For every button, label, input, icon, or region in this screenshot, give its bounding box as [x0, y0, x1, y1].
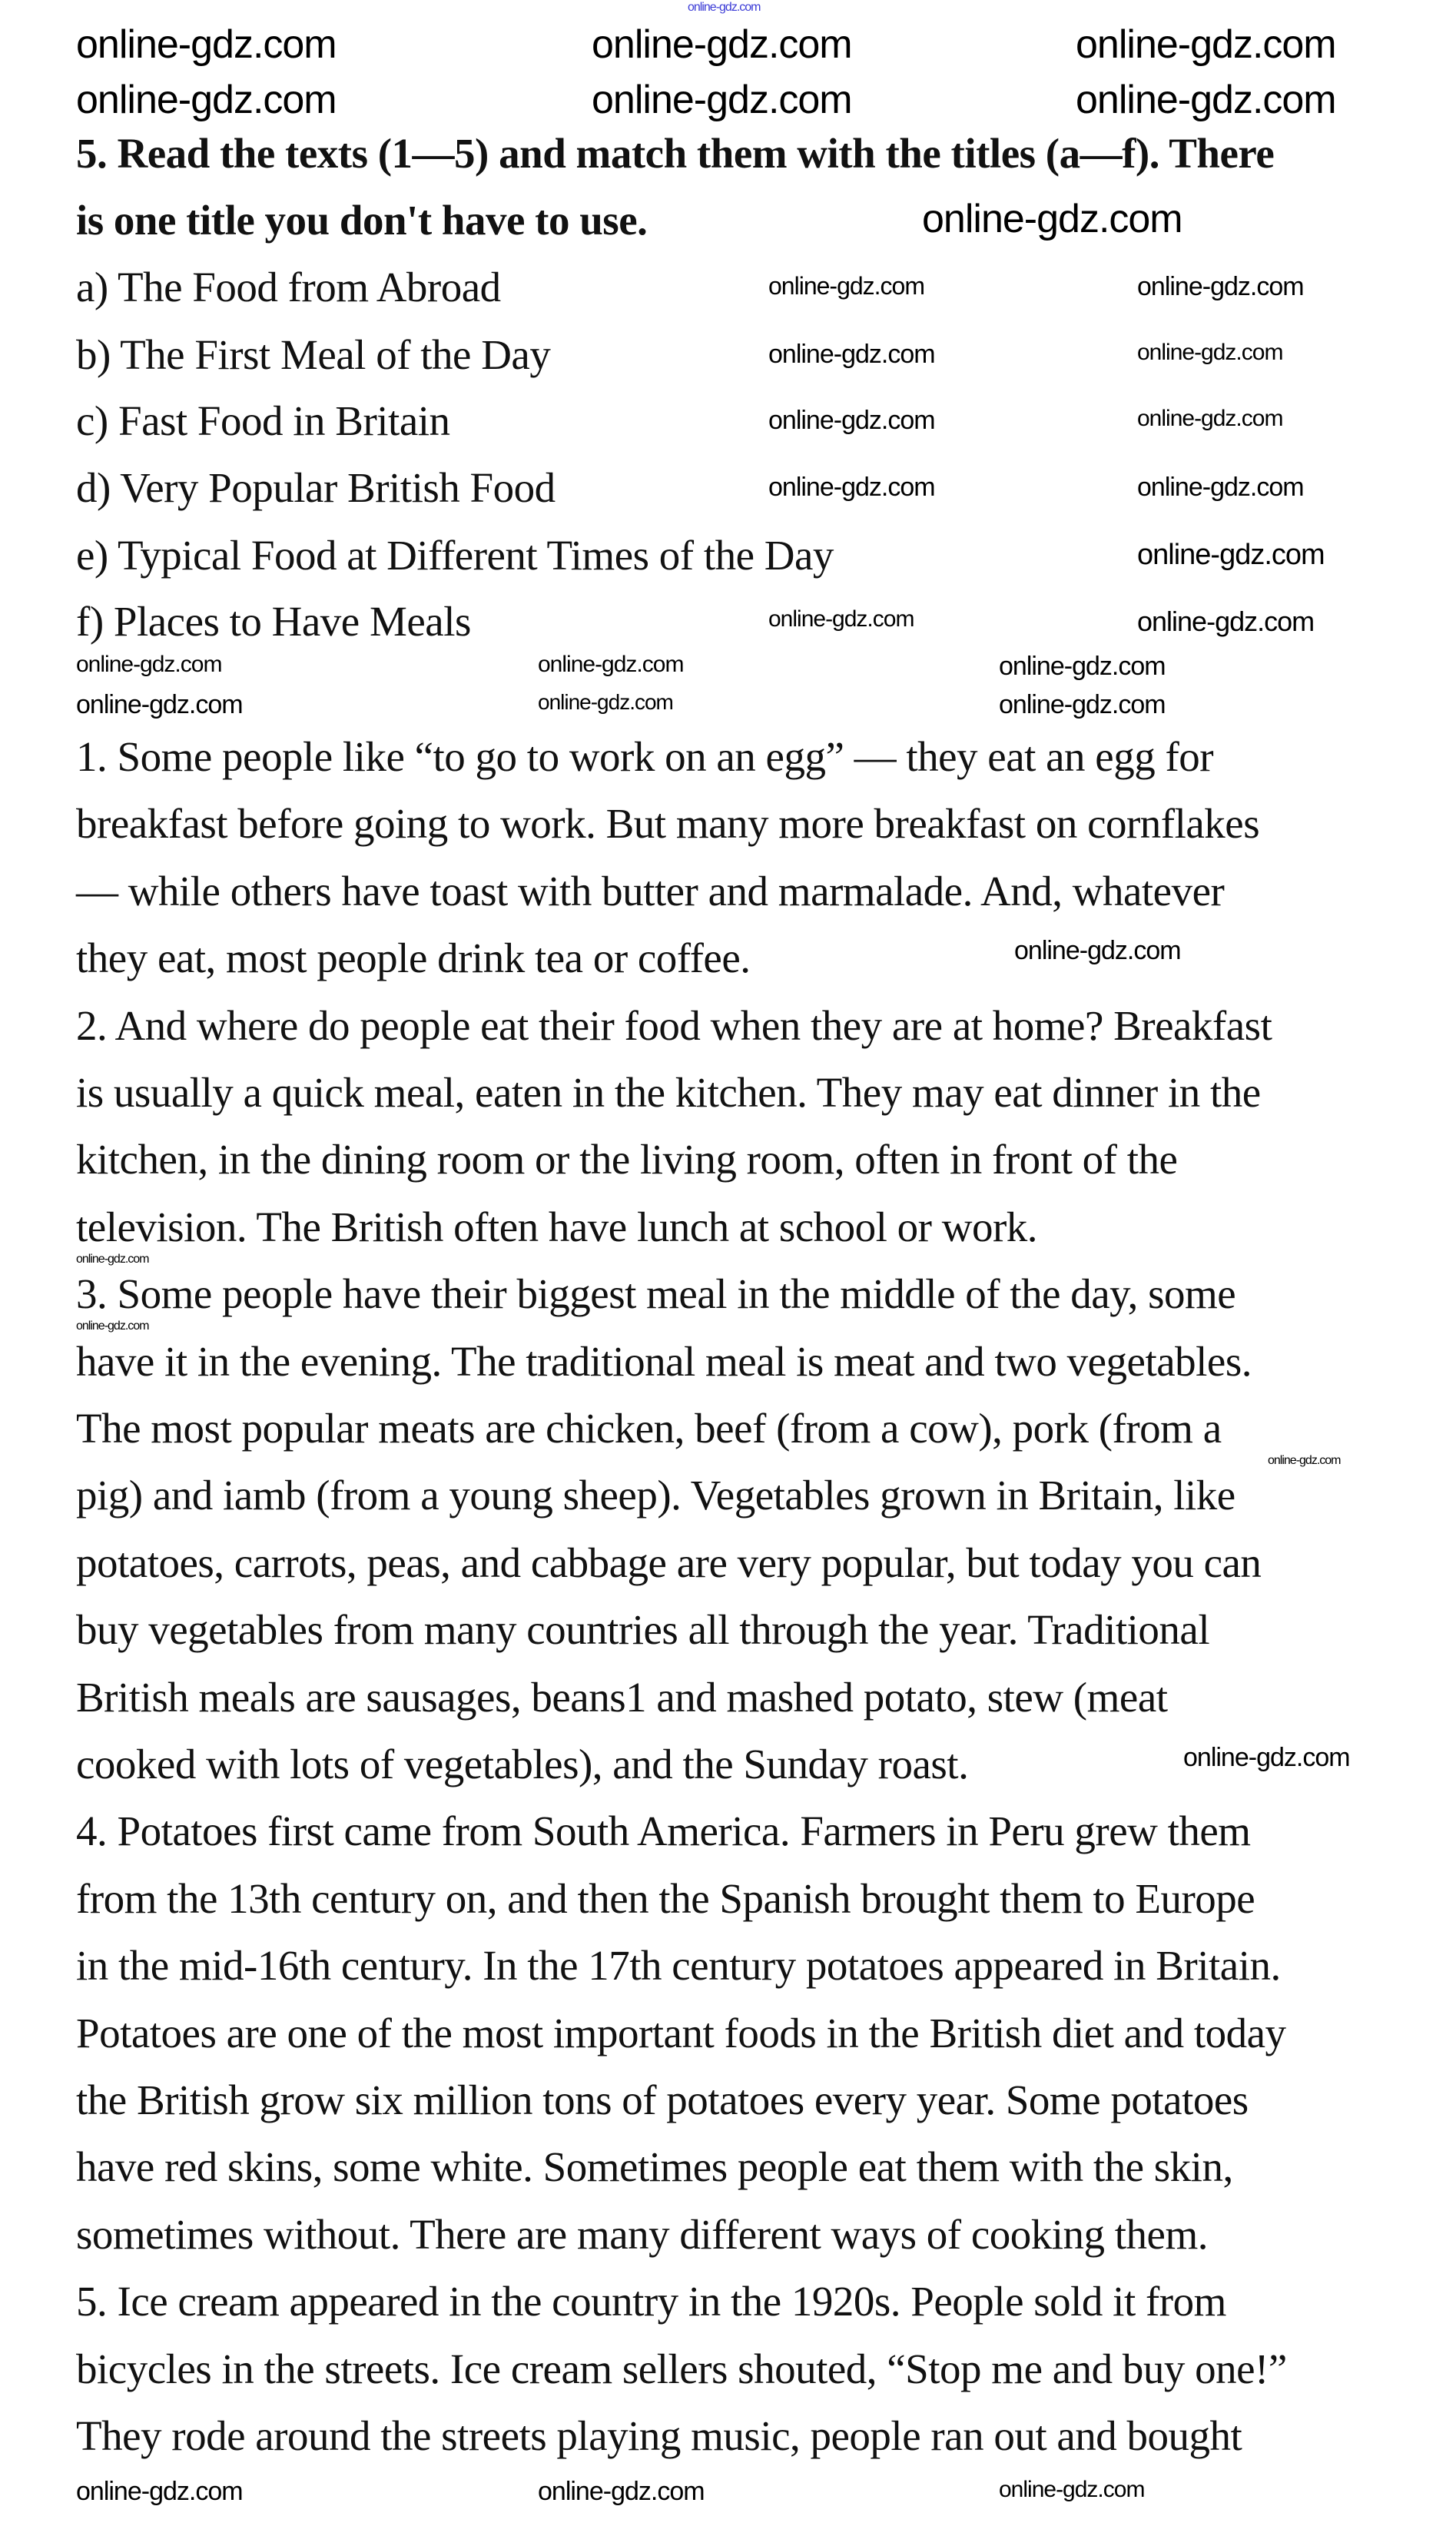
watermark: online-gdz.com: [76, 652, 222, 677]
watermark: online-gdz.com: [76, 78, 337, 122]
body-text-line: sometimes without. There are many different ways of cooking them.: [76, 2210, 1208, 2258]
watermark: online-gdz.com: [1076, 22, 1336, 67]
body-text-line: 2. And where do people eat their food when they are at home? Breakfast: [76, 1001, 1272, 1049]
body-text-line: — while others have toast with butter and marmalade. And, whatever: [76, 867, 1225, 914]
body-text-line: 3. Some people have their biggest meal in the middle of the day, some: [76, 1270, 1236, 1318]
watermark: online-gdz.com: [999, 2477, 1145, 2502]
watermark: online-gdz.com: [922, 197, 1182, 241]
exercise-heading-line-1: 5. Read the texts (1—5) and match them with the titles (a—f). There: [76, 130, 1275, 177]
watermark: online-gdz.com: [76, 2477, 243, 2506]
watermark: online-gdz.com: [768, 406, 935, 435]
watermark: online-gdz.com: [76, 690, 243, 719]
watermark: online-gdz.com: [1137, 272, 1304, 301]
watermark: online-gdz.com: [1137, 539, 1325, 571]
body-text-line: 4. Potatoes first came from South America. Farmers in Peru grew them: [76, 1807, 1251, 1855]
body-text-line: British meals are sausages, beans1 and mashed potato, stew (meat: [76, 1673, 1168, 1721]
title-e: e) Typical Food at Different Times of the Day: [76, 532, 834, 579]
title-b: b) The First Meal of the Day: [76, 331, 551, 378]
body-text-line: they eat, most people drink tea or coffee.: [76, 934, 751, 982]
body-text-line: The most popular meats are chicken, beef (from a cow), pork (from a: [76, 1405, 1222, 1452]
watermark: online-gdz.com: [1076, 78, 1336, 122]
body-text-line: the British grow six million tons of potatoes every year. Some potatoes: [76, 2076, 1249, 2123]
body-text-line: 5. Ice cream appeared in the country in the 1920s. People sold it from: [76, 2278, 1226, 2325]
watermark: online-gdz.com: [768, 473, 935, 502]
body-text-line: have red skins, some white. Sometimes people eat them with the skin,: [76, 2143, 1233, 2191]
body-text-line: is usually a quick meal, eaten in the kitchen. They may eat dinner in the: [76, 1069, 1261, 1116]
watermark: online-gdz.com: [538, 2477, 705, 2506]
watermark: online-gdz.com: [1183, 1743, 1350, 1772]
body-text-line: Potatoes are one of the most important foods in the British diet and today: [76, 2009, 1286, 2056]
watermark: online-gdz.com: [76, 22, 337, 67]
title-d: d) Very Popular British Food: [76, 464, 556, 511]
watermark: online-gdz.com: [1137, 606, 1315, 637]
watermark: online-gdz.com: [1268, 1454, 1341, 1467]
watermark: online-gdz.com: [538, 652, 684, 677]
body-text-line: potatoes, carrots, peas, and cabbage are very popular, but today you can: [76, 1539, 1262, 1586]
body-text-line: cooked with lots of vegetables), and the Sunday roast.: [76, 1741, 969, 1787]
watermark: online-gdz.com: [76, 1319, 149, 1333]
watermark: online-gdz.com: [1137, 340, 1283, 365]
body-text-line: breakfast before going to work. But many more breakfast on cornflakes: [76, 800, 1260, 848]
title-c: c) Fast Food in Britain: [76, 397, 450, 444]
watermark: online-gdz.com: [768, 272, 924, 300]
watermark: online-gdz.com: [592, 22, 852, 67]
body-text-line: buy vegetables from many countries all through the year. Traditional: [76, 1606, 1210, 1654]
body-text-line: kitchen, in the dining room or the living room, often in front of the: [76, 1136, 1178, 1183]
watermark: online-gdz.com: [592, 78, 852, 122]
watermark: online-gdz.com: [538, 690, 673, 714]
body-text-line: television. The British often have lunch at school or work.: [76, 1203, 1038, 1250]
watermark: online-gdz.com: [768, 340, 935, 369]
watermark: online-gdz.com: [768, 606, 914, 632]
watermark: online-gdz.com: [1137, 473, 1304, 502]
watermark: online-gdz.com: [76, 1253, 149, 1266]
watermark: online-gdz.com: [1137, 406, 1283, 431]
body-text-line: have it in the evening. The traditional meal is meat and two vegetables.: [76, 1337, 1252, 1385]
watermark: online-gdz.com: [688, 1, 761, 14]
watermark: online-gdz.com: [999, 690, 1166, 719]
body-text-line: 1. Some people like “to go to work on an egg” — they eat an egg for: [76, 733, 1214, 780]
body-text-line: in the mid-16th century. In the 17th century potatoes appeared in Britain.: [76, 1942, 1281, 1990]
exercise-heading-line-2: is one title you don't have to use.: [76, 197, 648, 244]
body-text-line: They rode around the streets playing music, people ran out and bought: [76, 2412, 1242, 2459]
title-a: a) The Food from Abroad: [76, 264, 501, 310]
watermark: online-gdz.com: [1014, 936, 1181, 965]
body-text-line: from the 13th century on, and then the Spanish brought them to Europe: [76, 1874, 1255, 1922]
body-text-line: bicycles in the streets. Ice cream sellers shouted, “Stop me and buy one!”: [76, 2345, 1287, 2392]
body-text-line: pig) and iamb (from a young sheep). Vegetables grown in Britain, like: [76, 1472, 1235, 1519]
title-f: f) Places to Have Meals: [76, 598, 471, 645]
watermark: online-gdz.com: [999, 652, 1166, 681]
